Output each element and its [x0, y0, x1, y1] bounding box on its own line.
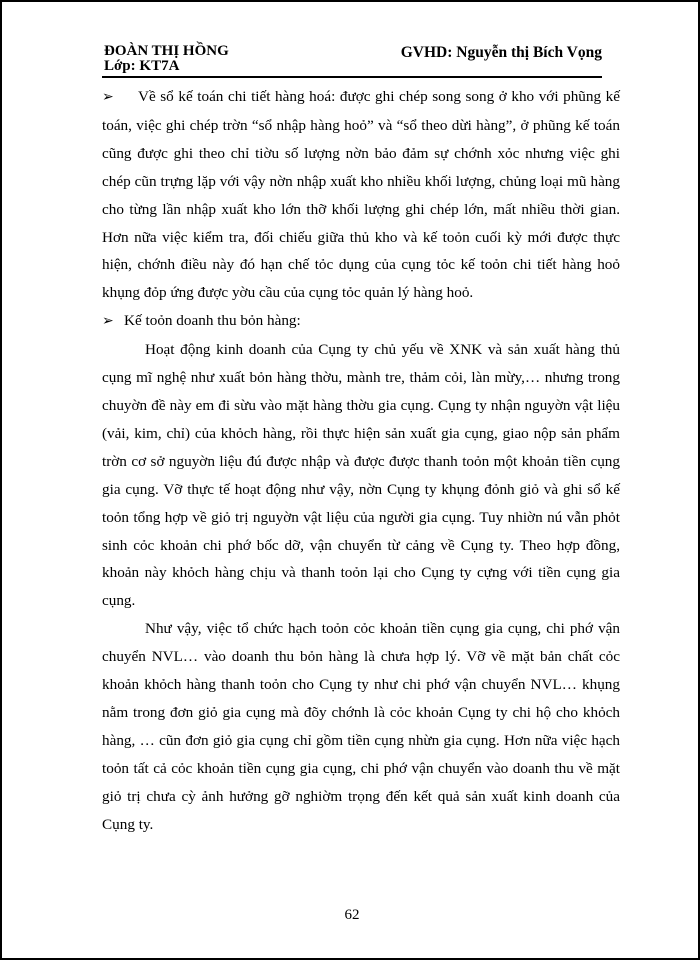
- arrow-bullet-icon: ➢: [102, 90, 114, 105]
- page-header: [102, 42, 602, 78]
- page-number: 62: [344, 907, 360, 923]
- paragraph-revenue-heading: [102, 307, 620, 336]
- class-name: Lớp: KT7A: [104, 58, 180, 74]
- body-text: [102, 83, 620, 838]
- arrow-bullet-icon: ➢: [102, 314, 114, 330]
- paragraph-text: Về sổ kế toán chi tiết hàng hoá: được ghi chép song song ở kho với phũng kế toán, việc ghi chép trờn “sổ nhập hàng hoỏ” và “sổ theo dừi hàng”, ở phũng kế toán cũng được ghi theo chỉ tiờu số lượng nờn bảo đảm sự chớnh xỏc nhưng việc ghi chép cũn trựng lặp với vậy nờn nhập xuất kho nhiều khối lượng, chủng loại mũ hàng cho từng lần nhập xuất kho lớn thỡ khối lượng ghi chép lớn, mất nhiều thời gian. Hơn nữa việc kiểm tra, đối chiếu giữa thủ kho và kế toỏn cuối kỳ mới được thực hiện, chớnh điều này đó hạn chế tỏc dụng của cụng tỏc kế toỏn chi tiết hàng hoỏ khụng đỏp ứng được yờu cầu của cụng tỏc quản lý hàng hoỏ.: [102, 88, 620, 302]
- supervisor-name: GVHD: Nguyễn thị Bích Vọng: [400, 44, 602, 61]
- student-name: ĐOÀN THỊ HỒNG: [104, 43, 229, 59]
- section-heading: Kế toỏn doanh thu bỏn hàng:: [124, 312, 301, 330]
- paragraph-bookkeeping: [102, 83, 620, 307]
- header-left: [104, 44, 229, 74]
- paragraph-accounting-analysis: Như vậy, việc tổ chức hạch toỏn cỏc khoản tiền cụng gia cụng, chi phớ vận chuyển NVL… vào doanh thu bỏn hàng là chưa hợp lý. Vỡ về mặt bản chất cỏc khoản khỏch hàng thanh toỏn cho Cụng ty như chi phớ vận chuyển NVL… khụng nằm trong đơn giỏ gia cụng mà đõy chớnh là cỏc khoản Cụng ty chi hộ cho khỏch hàng, … cũn đơn giỏ gia cụng chỉ gồm tiền cụng nhừn gia cụng. Hơn nữa việc hạch toỏn tất cả cỏc khoản tiền cụng gia cụng, chi phớ vận chuyển vào doanh thu về mặt giỏ trị chưa cỳ ảnh hưởng gỡ nghiờm trọng đến kết quả sản xuất kinh doanh của Cụng ty.: [102, 620, 620, 833]
- paragraph-business-activity: Hoạt động kinh doanh của Cụng ty chủ yếu về XNK và sản xuất hàng thủ cụng mĩ nghệ như xuất bỏn hàng thờu, mành tre, thảm cỏi, làn mừy,… nhưng trong chuyờn đề này em đi sừu vào mặt hàng thờu gia cụng. Cụng ty nhận nguyờn vật liệu (vải, kim, chỉ) của khỏch hàng, rồi thực hiện sản xuất gia cụng, giao nộp sản phẩm trờn cơ sở nguyờn liệu đú được nhập và được được thanh toỏn một khoản tiền cụng gia cụng. Vỡ thực tế hoạt động như vậy, nờn Cụng ty khụng đỏnh giỏ và ghi sổ kế toỏn tổng hợp về giỏ trị nguyờn vật liệu của người gia cụng. Tuy nhiờn nú vẫn phỏt sinh cỏc khoản chi phớ bốc dỡ, vận chuyển từ cảng về Cụng ty. Theo hợp đồng, khoản này khỏch hàng chịu và thanh toỏn lại cho Cụng ty cựng với tiền cụng gia cụng.: [102, 341, 620, 610]
- header-divider: [102, 76, 602, 78]
